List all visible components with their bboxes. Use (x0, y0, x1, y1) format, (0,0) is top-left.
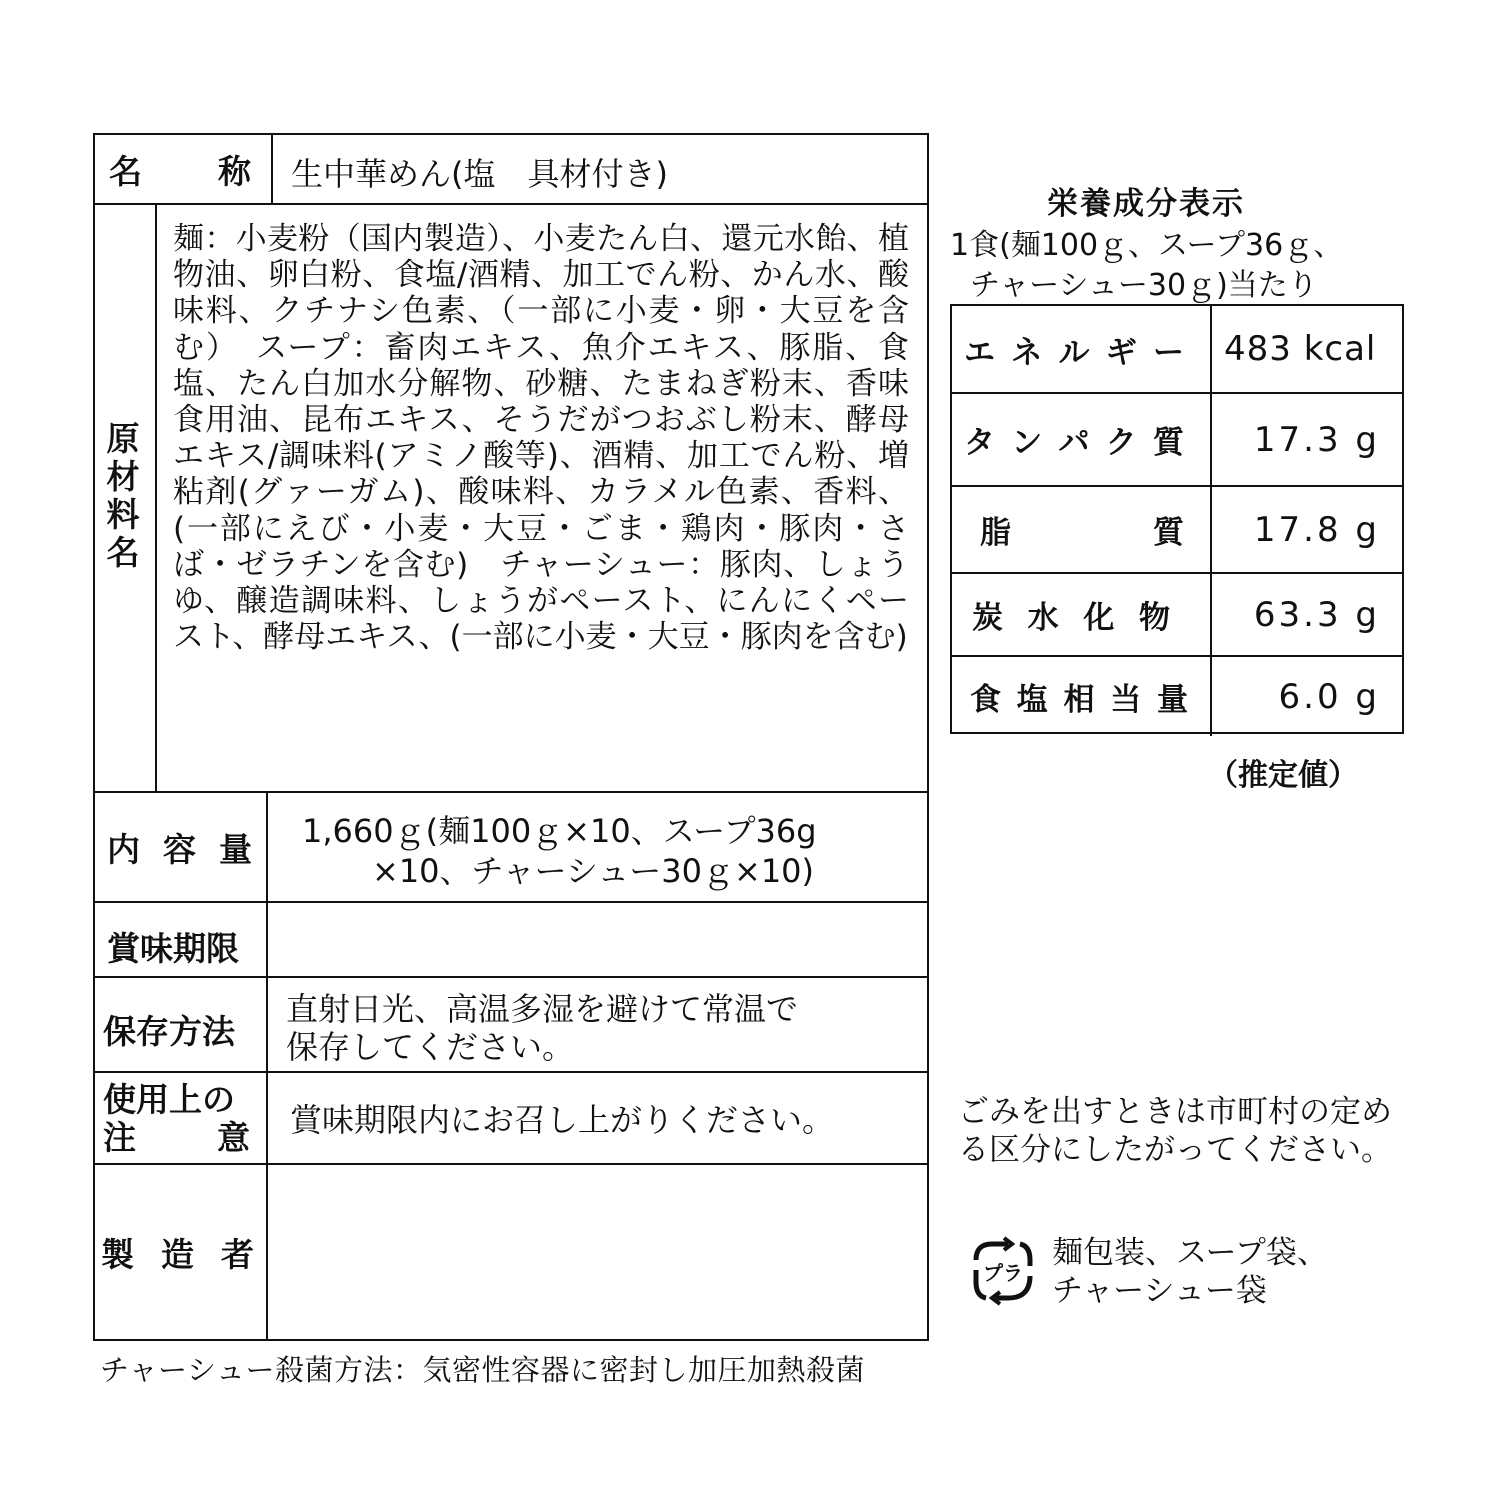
row-volume (95, 793, 927, 903)
label-char: タ (964, 425, 995, 461)
row-product-name (95, 135, 927, 205)
label-char: 炭 (972, 600, 1003, 636)
recycle-items (1052, 1234, 1328, 1310)
recycle-items-line-1: 麺包装、スープ袋、 (1052, 1235, 1328, 1271)
nutrition-value: 17.8 g (1253, 509, 1380, 550)
label-char: 当 (1110, 682, 1142, 718)
usage-header-line-2 (103, 1119, 266, 1157)
label-char: 脂 (980, 515, 1011, 551)
header-char: 容 (163, 829, 196, 869)
label-char: ネ (1011, 334, 1043, 371)
nutrition-table (950, 304, 1404, 734)
manufacturer-value (268, 1165, 927, 1339)
header-char: 造 (161, 1234, 194, 1274)
product-name-value: 生中華めん(塩 具材付き) (291, 155, 668, 193)
header-char: 量 (219, 829, 252, 869)
plastic-recycle-icon (968, 1236, 1038, 1308)
label-char: エ (964, 334, 995, 371)
product-name-header (95, 135, 273, 203)
storage-line-1: 直射日光、高温多湿を避けて常温で (286, 990, 799, 1028)
label-char: 食 (970, 682, 1001, 718)
sterilization-footnote: チャーシュー殺菌方法：気密性容器に密封し加圧加熱殺菌 (100, 1353, 865, 1387)
nutrition-row-salt (952, 657, 1402, 736)
header-char: 製 (101, 1234, 134, 1274)
nutrition-label (952, 306, 1212, 392)
volume-line-1: 1,660ｇ(麺100ｇ×10、スープ36g (302, 812, 817, 850)
row-best-before (95, 903, 927, 978)
nutrition-serving (950, 226, 1410, 306)
storage-line-2: 保存してください。 (286, 1028, 575, 1066)
best-before-value (268, 903, 927, 976)
label-char: 量 (1157, 682, 1188, 718)
nutrition-label (952, 574, 1212, 655)
label-char: ク (1105, 425, 1137, 461)
nutrition-label (952, 394, 1212, 485)
label-char: ー (1153, 334, 1184, 371)
volume-header (95, 793, 268, 901)
label-char: 化 (1083, 600, 1115, 636)
header-char: 注 (103, 1118, 136, 1157)
row-ingredients (95, 205, 927, 793)
ingredients-header (95, 205, 157, 791)
nutrition-value: 483 kcal (1224, 329, 1377, 369)
row-storage (95, 978, 927, 1073)
row-manufacturer (95, 1165, 927, 1339)
label-char: 物 (1138, 600, 1170, 636)
nutrition-label (952, 487, 1212, 572)
nutrition-value: 63.3 g (1253, 594, 1380, 635)
nutrition-row-energy (952, 306, 1402, 394)
header-char: 者 (221, 1234, 254, 1274)
recycle-mark-text: プラ (983, 1261, 1023, 1285)
header-char: 名 (109, 151, 142, 191)
ingredients-header-text: 原材料名 (106, 419, 140, 572)
header-char: 意 (217, 1118, 250, 1157)
label-char: ギ (1105, 334, 1137, 371)
label-char: 質 (1153, 515, 1184, 551)
estimate-note: （推定値） (1208, 758, 1358, 793)
usage-value: 賞味期限内にお召し上がりください。 (290, 1101, 835, 1139)
serving-line-1: 1食(麺100ｇ、スープ36ｇ、 (950, 228, 1344, 263)
row-usage-notes (95, 1073, 927, 1165)
label-char: 塩 (1016, 682, 1048, 718)
label-char: 相 (1063, 682, 1095, 718)
header-char: 内 (107, 829, 140, 869)
nutrition-value: 17.3 g (1253, 419, 1380, 460)
disposal-instructions: ごみを出すときは市町村の定める区分にしたがってください。 (958, 1094, 1392, 1168)
storage-value (268, 978, 927, 1071)
nutrition-value: 6.0 g (1278, 676, 1380, 717)
food-label-table (93, 133, 929, 1341)
volume-value (268, 793, 927, 901)
label-char: ン (1011, 425, 1043, 461)
nutrition-row-protein (952, 394, 1402, 487)
usage-header-line-1: 使用上の (103, 1080, 235, 1119)
header-char: 称 (218, 151, 251, 191)
label-char: 水 (1027, 600, 1059, 636)
label-char: ル (1058, 334, 1090, 371)
volume-line-2: ×10、チャーシュー30ｇ×10) (372, 852, 815, 890)
nutrition-row-fat (952, 487, 1402, 574)
nutrition-label (952, 657, 1212, 736)
label-char: 質 (1153, 425, 1184, 461)
manufacturer-header (95, 1165, 268, 1339)
recycle-items-line-2: チャーシュー袋 (1052, 1273, 1267, 1309)
storage-header: 保存方法 (95, 978, 268, 1071)
nutrition-title: 栄養成分表示 (1047, 186, 1245, 222)
serving-line-2: チャーシュー30ｇ)当たり (970, 268, 1318, 303)
nutrition-row-carbohydrate (952, 574, 1402, 657)
ingredients-text: 麺：小麦粉（国内製造）、小麦たん白、還元水飴、植物油、卵白粉、食塩/酒精、加工でん粉、かん水、酸味料、クチナシ色素、（一部に小麦・卵・大豆を含む） スープ：畜肉エキス、魚介エキス、豚脂、食塩、たん白加水分解物、砂糖、たまねぎ粉末、香味食用油、昆布エキス、そうだがつおぶし粉末、酵母エキス/調味料(アミノ酸等)、酒精、加工でん粉、増粘剤(グァーガム)、酸味料、カラメル色素、香料、(一部にえび・小麦・大豆・ごま・鶏肉・豚肉・さば・ゼラチンを含む) チャーシュー：豚肉、しょうゆ、醸造調味料、しょうがペースト、にんにくペースト、酵母エキス、(一部に小麦・大豆・豚肉を含む) (173, 221, 909, 656)
usage-header (95, 1073, 268, 1163)
best-before-header: 賞味期限 (95, 903, 268, 976)
label-char: パ (1058, 425, 1090, 461)
